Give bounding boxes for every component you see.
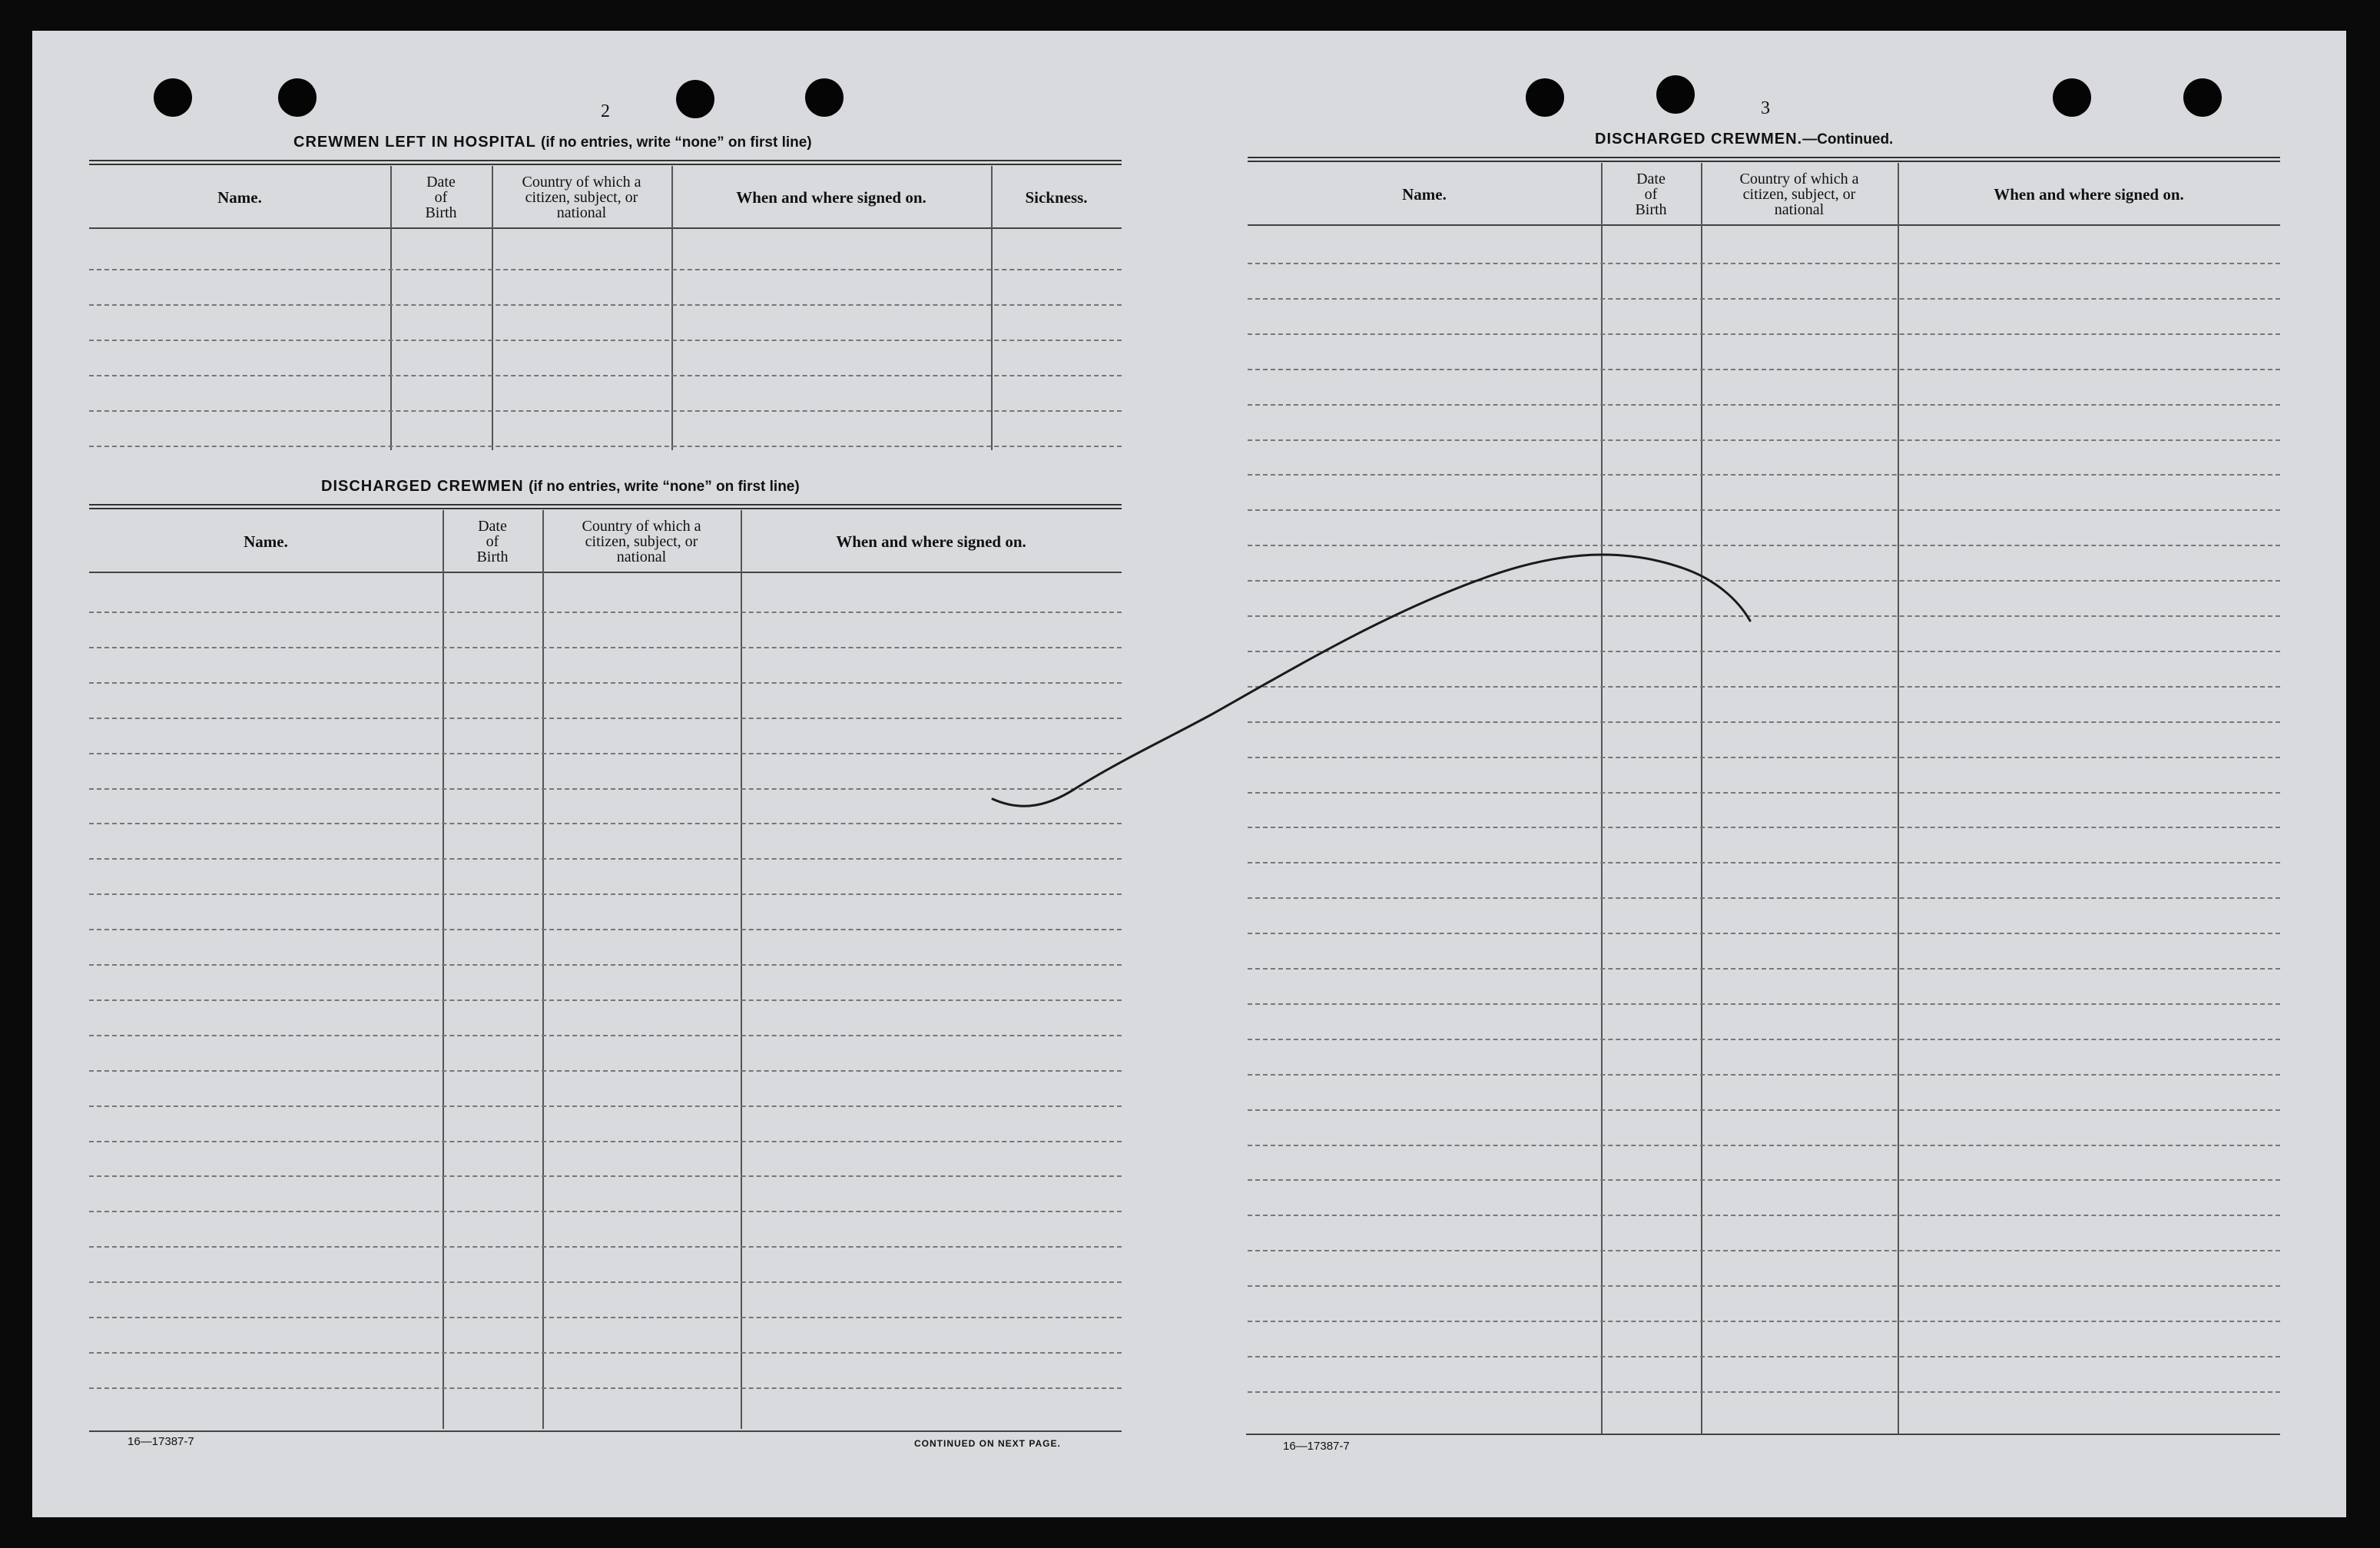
discharged-col-signed-on: When and where signed on. <box>836 532 1026 551</box>
scanned-form <box>32 31 2346 1517</box>
ink-stroke <box>993 555 1750 806</box>
hospital-col-signed-on: When and where signed on. <box>736 188 926 207</box>
right-col-dob: Date of Birth <box>1635 171 1667 218</box>
hospital-col-country: Country of which a citizen, subject, or national <box>522 174 641 221</box>
discharged-col-country: Country of which a citizen, subject, or national <box>582 518 701 565</box>
hospital-title-note: (if no entries, write “none” on first line) <box>541 134 812 151</box>
continued-note: CONTINUED ON NEXT PAGE. <box>914 1438 1061 1449</box>
form-number: 16—17387-7 <box>128 1435 194 1448</box>
right-title-text: DISCHARGED CREWMEN. <box>1595 131 1803 148</box>
hospital-col-dob: Date of Birth <box>425 174 457 221</box>
handwritten-stroke <box>32 31 2346 1517</box>
right-title-suffix: —Continued. <box>1802 131 1894 148</box>
hospital-col-name: Name. <box>217 188 262 207</box>
discharged-title-text: DISCHARGED CREWMEN <box>321 478 524 495</box>
form-number: 16—17387-7 <box>1283 1440 1350 1453</box>
right-col-signed-on: When and where signed on. <box>1994 185 2184 204</box>
hospital-col-sickness: Sickness. <box>1025 188 1088 207</box>
right-col-name: Name. <box>1402 185 1447 204</box>
discharged-title-note: (if no entries, write “none” on first line) <box>529 479 800 495</box>
hospital-title-text: CREWMEN LEFT IN HOSPITAL <box>293 134 536 151</box>
page-number: 2 <box>601 101 610 121</box>
discharged-col-dob: Date of Birth <box>476 518 509 565</box>
right-col-country: Country of which a citizen, subject, or national <box>1739 171 1859 218</box>
page-number: 3 <box>1761 98 1770 118</box>
discharged-col-name: Name. <box>244 532 288 551</box>
